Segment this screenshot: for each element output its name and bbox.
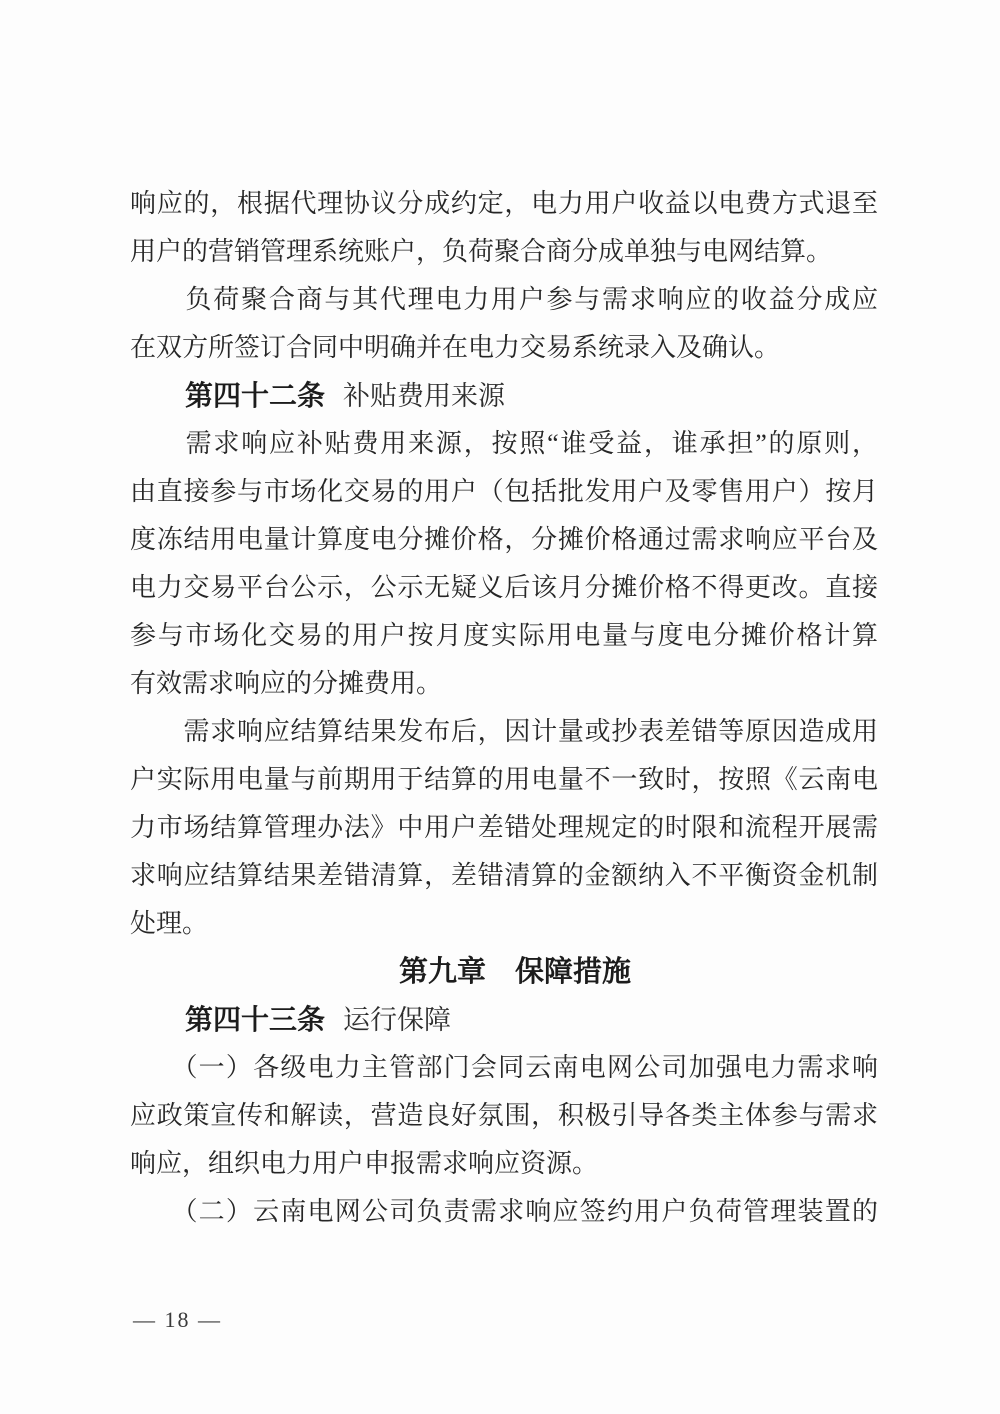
text-line: （一）各级电力主管部门会同云南电网公司加强电力需求响 (130, 1053, 878, 1082)
text-line: 力市场结算管理办法》中用户差错处理规定的时限和流程开展需 (130, 813, 878, 842)
article-number: 第四十二条 (185, 380, 326, 411)
text-line: 负荷聚合商与其代理电力用户参与需求响应的收益分成应 (130, 285, 878, 314)
text-line: （二）云南电网公司负责需求响应签约用户负荷管理装置的 (130, 1197, 878, 1226)
page-number: — 18 — (133, 1307, 222, 1332)
text-line: 求响应结算结果差错清算，差错清算的金额纳入不平衡资金机制 (130, 861, 878, 890)
text-line: 需求响应补贴费用来源，按照“谁受益，谁承担”的原则， (130, 429, 878, 458)
text-line: 度冻结用电量计算度电分摊价格，分摊价格通过需求响应平台及 (130, 525, 878, 554)
text-line: 户实际用电量与前期用于结算的用电量不一致时，按照《云南电 (130, 765, 878, 794)
text-line: 电力交易平台公示，公示无疑义后该月分摊价格不得更改。直接 (130, 573, 878, 602)
text-line: 响应，组织电力用户申报需求响应资源。 (130, 1149, 599, 1178)
text-line: 有效需求响应的分摊费用。 (130, 669, 443, 698)
chapter-heading: 第九章 保障措施 (398, 956, 631, 988)
text-line: 由直接参与市场化交易的用户（包括批发用户及零售用户）按月 (130, 477, 878, 506)
text-line: 需求响应结算结果发布后，因计量或抄表差错等原因造成用 (130, 717, 878, 746)
article-title: 补贴费用来源 (343, 381, 506, 411)
text-line: 响应的，根据代理协议分成约定，电力用户收益以电费方式退至 (130, 189, 878, 218)
text-line: 参与市场化交易的用户按月度实际用电量与度电分摊价格计算 (130, 621, 878, 650)
text-line: 在双方所签订合同中明确并在电力交易系统录入及确认。 (130, 333, 781, 362)
text-line: 用户的营销管理系统账户，负荷聚合商分成单独与电网结算。 (130, 237, 833, 266)
article-title: 运行保障 (343, 1005, 452, 1035)
text-line: 处理。 (130, 909, 209, 938)
article-heading (130, 996, 878, 1044)
article-number: 第四十三条 (185, 1004, 326, 1035)
text-line: 应政策宣传和解读，营造良好氛围，积极引导各类主体参与需求 (130, 1101, 878, 1130)
content-column (130, 180, 878, 1236)
article-heading (130, 372, 878, 420)
